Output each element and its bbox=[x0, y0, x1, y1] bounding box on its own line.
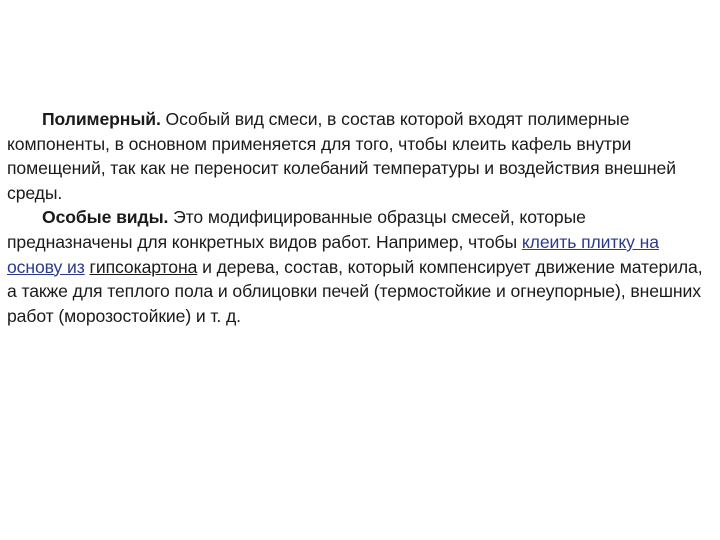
paragraph-special bbox=[7, 205, 713, 328]
term-polymer: Полимерный. bbox=[42, 109, 161, 129]
term-special: Особые виды. bbox=[42, 207, 169, 228]
text-block bbox=[7, 107, 713, 328]
link-glue-tile[interactable]: клеить плитку на основу из bbox=[7, 231, 659, 277]
paragraph-special-text-after: и дерева, состав, который компенсирует движение материла, а также для теплого пола и облицовки печей (термостойкие и огнеупорные), внешних работ (морозостойкие) и т. д. bbox=[7, 256, 703, 326]
paragraph-polymer-text: Особый вид смеси, в состав которой входят полимерные компоненты, в основном применяется для того, чтобы клеить кафель внутри помещений, так как не переносит колебаний температуры и воздействия внешней среды. bbox=[7, 109, 676, 203]
paragraph-special-text-before: Это модифицированные образцы смесей, которые предназначены для конкретных видов работ. Например, чтобы bbox=[7, 207, 586, 252]
paragraph-polymer bbox=[7, 107, 713, 205]
link-drywall[interactable]: гипсокартона bbox=[89, 256, 198, 277]
